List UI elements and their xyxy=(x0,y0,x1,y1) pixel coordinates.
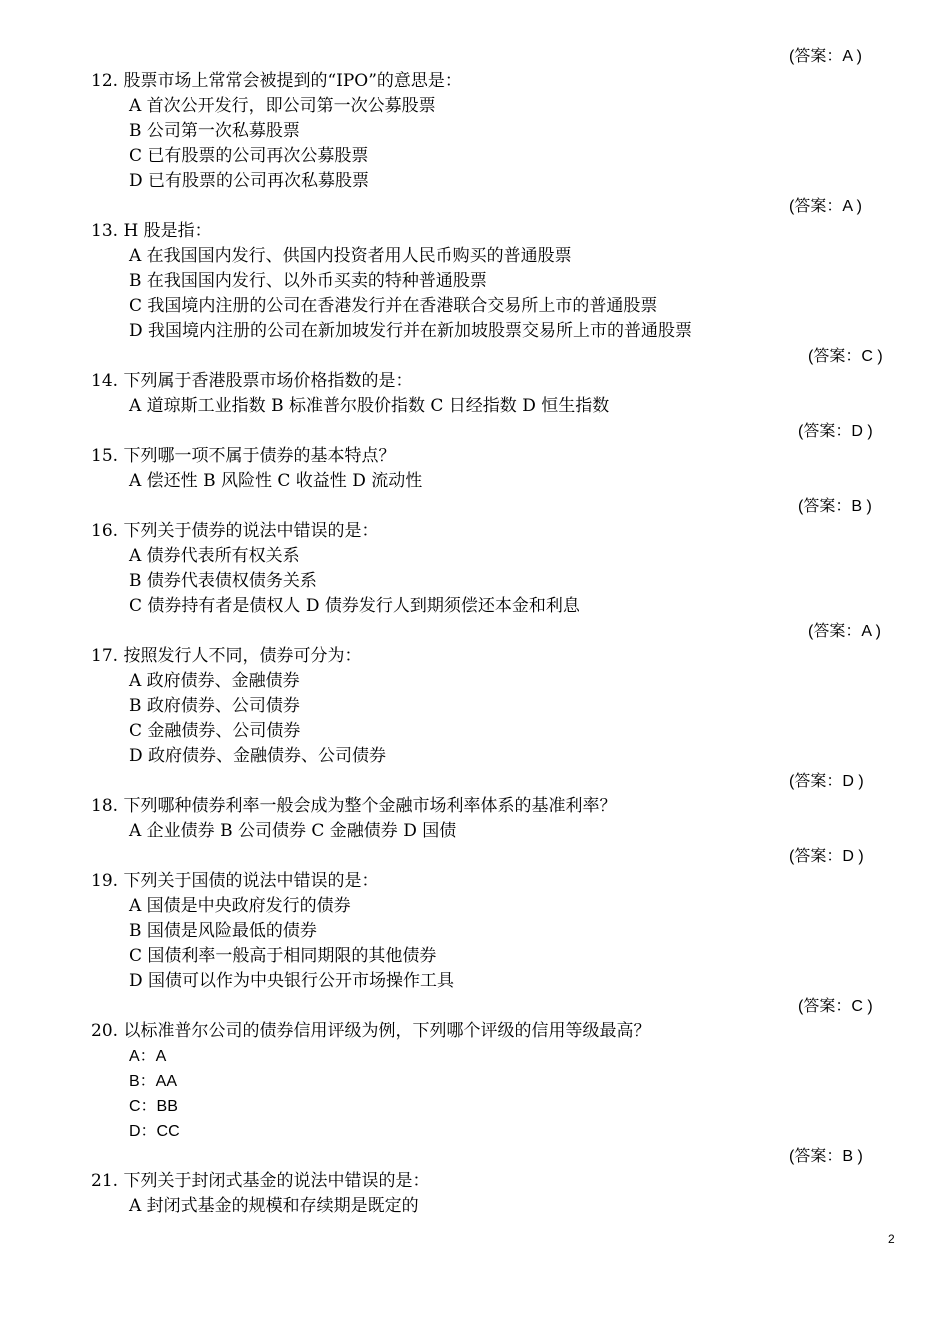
answer-20: (答案：B ) xyxy=(789,1148,863,1165)
question-14: 14. 下列属于香港股票市场价格指数的是： xyxy=(91,371,413,391)
option-17a: A 政府债券、金融债券 xyxy=(129,671,300,691)
option-12a: A 首次公开发行，即公司第一次公募股票 xyxy=(129,96,436,116)
question-15: 15. 下列哪一项不属于债券的基本特点？ xyxy=(91,446,396,466)
answer-15: (答案：B ) xyxy=(798,498,872,515)
question-16: 16. 下列关于债券的说法中错误的是： xyxy=(91,521,379,541)
question-21: 21. 下列关于封闭式基金的说法中错误的是： xyxy=(91,1171,430,1191)
option-16b: B 债券代表债权债务关系 xyxy=(129,571,317,591)
option-17d: D 政府债券、金融债券、公司债券 xyxy=(129,746,387,766)
option-20b: B：AA xyxy=(129,1073,178,1090)
answer-12: (答案：A ) xyxy=(789,198,862,215)
options-15: A 偿还性 B 风险性 C 收益性 D 流动性 xyxy=(129,471,423,491)
option-19c: C 国债利率一般高于相同期限的其他债券 xyxy=(129,946,437,966)
option-20c: C：BB xyxy=(129,1098,178,1115)
option-12c: C 已有股票的公司再次公募股票 xyxy=(129,146,369,166)
answer-11: (答案：A ) xyxy=(789,48,862,65)
option-17c: C 金融债券、公司债券 xyxy=(129,721,301,741)
option-13a: A 在我国国内发行、供国内投资者用人民币购买的普通股票 xyxy=(129,246,572,266)
question-20: 20. 以标准普尔公司的债券信用评级为例，下列哪个评级的信用等级最高？ xyxy=(91,1021,651,1041)
answer-16: (答案：A ) xyxy=(808,623,881,640)
answer-19: (答案：C ) xyxy=(798,998,873,1015)
question-18: 18. 下列哪种债券利率一般会成为整个金融市场利率体系的基准利率？ xyxy=(91,796,617,816)
question-12: 12. 股票市场上常常会被提到的“IPO”的意思是： xyxy=(91,71,462,91)
page-number: 2 xyxy=(888,1232,895,1246)
option-20a: A：A xyxy=(129,1048,167,1065)
answer-14: (答案：D ) xyxy=(798,423,873,440)
option-19b: B 国债是风险最低的债券 xyxy=(129,921,317,941)
answer-13: (答案：C ) xyxy=(808,348,883,365)
option-19d: D 国债可以作为中央银行公开市场操作工具 xyxy=(129,971,455,991)
option-13c: C 我国境内注册的公司在香港发行并在香港联合交易所上市的普通股票 xyxy=(129,296,658,316)
options-14: A 道琼斯工业指数 B 标准普尔股价指数 C 日经指数 D 恒生指数 xyxy=(129,396,610,416)
option-17b: B 政府债券、公司债券 xyxy=(129,696,300,716)
option-12d: D 已有股票的公司再次私募股票 xyxy=(129,171,370,191)
options-18: A 企业债券 B 公司债券 C 金融债券 D 国债 xyxy=(129,821,457,841)
question-17: 17. 按照发行人不同，债券可分为： xyxy=(91,646,362,666)
question-13: 13. H 股是指： xyxy=(91,221,212,241)
option-19a: A 国债是中央政府发行的债券 xyxy=(129,896,351,916)
option-13d: D 我国境内注册的公司在新加坡发行并在新加坡股票交易所上市的普通股票 xyxy=(129,321,693,341)
answer-17: (答案：D ) xyxy=(789,773,864,790)
option-12b: B 公司第一次私募股票 xyxy=(129,121,300,141)
option-13b: B 在我国国内发行、以外币买卖的特种普通股票 xyxy=(129,271,487,291)
question-19: 19. 下列关于国债的说法中错误的是： xyxy=(91,871,379,891)
options-16cd: C 债券持有者是债权人 D 债券发行人到期须偿还本金和利息 xyxy=(129,596,580,616)
option-20d: D：CC xyxy=(129,1123,180,1140)
answer-18: (答案：D ) xyxy=(789,848,864,865)
option-16a: A 债券代表所有权关系 xyxy=(129,546,300,566)
option-21a: A 封闭式基金的规模和存续期是既定的 xyxy=(129,1196,419,1216)
